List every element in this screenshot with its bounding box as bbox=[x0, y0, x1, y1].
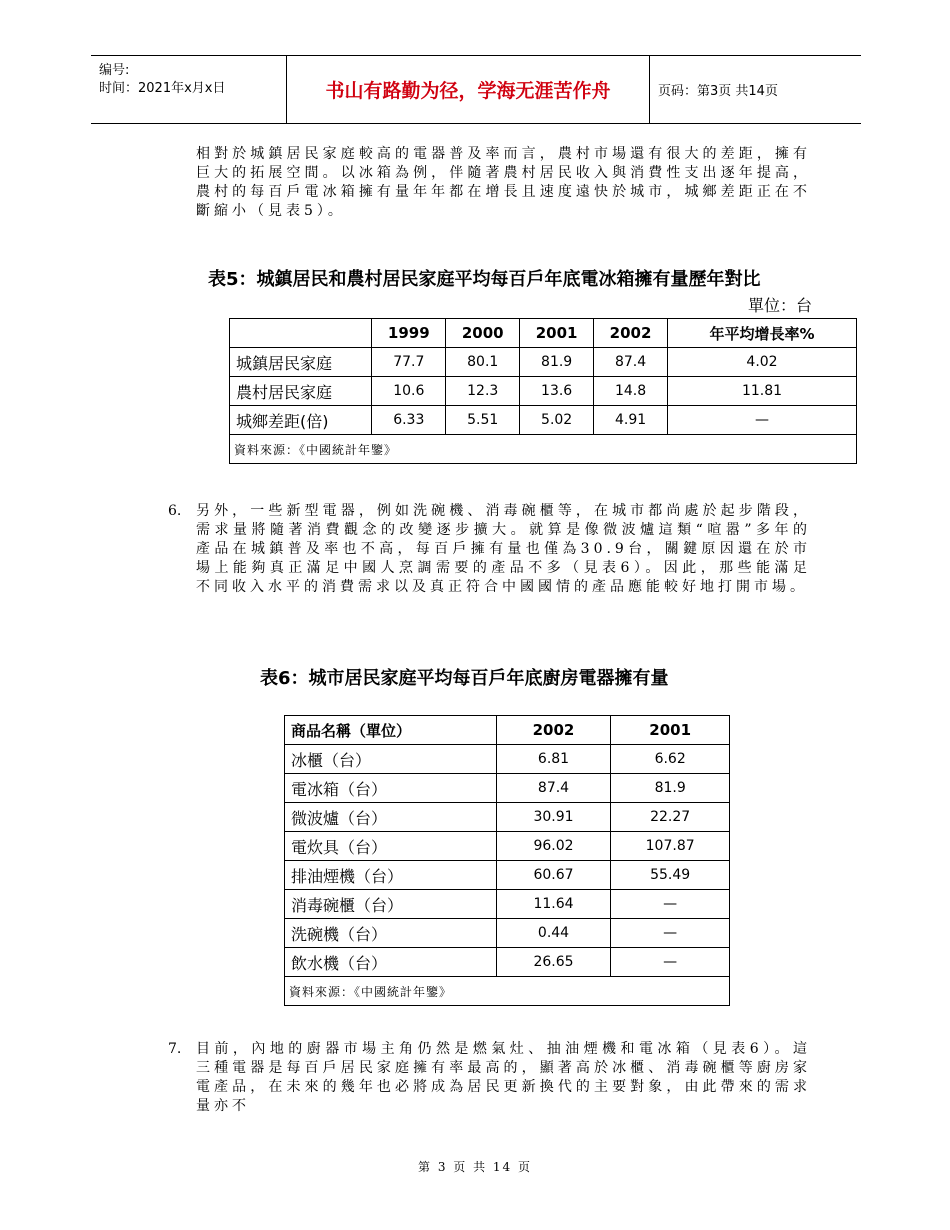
table-cell: 消毒碗櫃（台） bbox=[285, 890, 497, 919]
table-source-note: 資料來源：《中國統計年鑒》 bbox=[230, 435, 857, 464]
table-cell: 城鄉差距(倍) bbox=[230, 406, 372, 435]
table6 bbox=[284, 715, 730, 1006]
paragraph-7: 目前，內地的廚器市場主角仍然是燃氣灶、抽油煙機和電冰箱（見表6）。這三種電器是每百戶居民家庭擁有率最高的，顯著高於冰櫃、消毒碗櫃等廚房家電產品，在未來的幾年也必將成為居民更新換代的主要對象，由此帶來的需求量亦不 bbox=[196, 1041, 811, 1114]
table-cell bbox=[230, 319, 372, 348]
table-cell: 81.9 bbox=[611, 774, 730, 803]
table-cell: 冰櫃（台） bbox=[285, 745, 497, 774]
table-cell: 2002 bbox=[496, 716, 611, 745]
table-cell: 107.87 bbox=[611, 832, 730, 861]
table-cell: 飲水機（台） bbox=[285, 948, 497, 977]
doc-time-label: 时间：2021年x月x日 bbox=[99, 81, 226, 96]
table-cell: 電炊具（台） bbox=[285, 832, 497, 861]
paragraph-6: 另外，一些新型電器，例如洗碗機、消毒碗櫃等，在城市都尚處於起步階段，需求量將隨著消費觀念的改變逐步擴大。就算是像微波爐這類“喧嚣”多年的產品在城鎮普及率也不高，每百戶擁有量也僅為30.9台，關鍵原因還在於市場上能夠真正滿足中國人烹調需要的產品不多（見表6）。因此，那些能滿足不同收入水平的消費需求以及真正符合中國國情的產品應能較好地打開市場。 bbox=[196, 503, 811, 595]
page-footer: 第 3 页 共 14 页 bbox=[418, 1160, 532, 1174]
table-cell: 電冰箱（台） bbox=[285, 774, 497, 803]
table5 bbox=[229, 318, 857, 464]
table-cell: 14.8 bbox=[594, 377, 668, 406]
table-cell: 5.02 bbox=[520, 406, 594, 435]
header-meta bbox=[99, 62, 225, 98]
table-cell: 2002 bbox=[594, 319, 668, 348]
table-cell: 商品名稱（單位） bbox=[285, 716, 497, 745]
paragraph6-number: 6. bbox=[168, 503, 182, 519]
table-cell: 微波爐（台） bbox=[285, 803, 497, 832]
table-cell: 55.49 bbox=[611, 861, 730, 890]
table-cell: 農村居民家庭 bbox=[230, 377, 372, 406]
table-cell: 10.6 bbox=[372, 377, 446, 406]
header-motto: 书山有路勤为径，学海无涯苦作舟 bbox=[286, 56, 650, 123]
table-header-row bbox=[230, 319, 857, 348]
table-cell: 2001 bbox=[611, 716, 730, 745]
table-cell: 81.9 bbox=[520, 348, 594, 377]
table-cell: 4.02 bbox=[668, 348, 857, 377]
table-cell: 77.7 bbox=[372, 348, 446, 377]
table-cell: 87.4 bbox=[496, 774, 611, 803]
table-cell: 11.64 bbox=[496, 890, 611, 919]
table-cell: 30.91 bbox=[496, 803, 611, 832]
table-header-row bbox=[285, 716, 730, 745]
table-cell: — bbox=[668, 406, 857, 435]
table-cell: — bbox=[611, 919, 730, 948]
table-row bbox=[285, 890, 730, 919]
table-cell: 26.65 bbox=[496, 948, 611, 977]
table-cell: 4.91 bbox=[594, 406, 668, 435]
doc-code-label: 编号: bbox=[99, 63, 130, 78]
header-page-info: 页码：第3页 共14页 bbox=[658, 84, 778, 99]
table-cell: 13.6 bbox=[520, 377, 594, 406]
table-cell: 年平均增長率% bbox=[668, 319, 857, 348]
table-row bbox=[285, 919, 730, 948]
table6-title: 表6：城市居民家庭平均每百戶年底廚房電器擁有量 bbox=[260, 668, 669, 689]
table-cell: — bbox=[611, 890, 730, 919]
table-source-row bbox=[285, 977, 730, 1006]
paragraph-intro: 相對於城鎮居民家庭較高的電器普及率而言，農村市場還有很大的差距，擁有巨大的拓展空間。以冰箱為例，伴隨著農村居民收入與消費性支出逐年提高，農村的每百戶電冰箱擁有量年年都在增長且速度遠快於城市，城鄉差距正在不斷縮小（見表5）。 bbox=[196, 146, 811, 219]
table-cell: 6.62 bbox=[611, 745, 730, 774]
table-cell: 80.1 bbox=[446, 348, 520, 377]
table-cell: 96.02 bbox=[496, 832, 611, 861]
table5-title: 表5：城鎮居民和農村居民家庭平均每百戶年底電冰箱擁有量歷年對比 bbox=[208, 269, 761, 290]
table-cell: 5.51 bbox=[446, 406, 520, 435]
table-row bbox=[285, 774, 730, 803]
table-cell: 2001 bbox=[520, 319, 594, 348]
table-cell: — bbox=[611, 948, 730, 977]
table-cell: 1999 bbox=[372, 319, 446, 348]
table-source-row bbox=[230, 435, 857, 464]
table-cell: 洗碗機（台） bbox=[285, 919, 497, 948]
table-row bbox=[285, 948, 730, 977]
paragraph7-number: 7. bbox=[168, 1041, 182, 1057]
table5-unit: 單位：台 bbox=[748, 296, 813, 315]
table-cell: 22.27 bbox=[611, 803, 730, 832]
table-cell: 12.3 bbox=[446, 377, 520, 406]
table-row bbox=[230, 406, 857, 435]
table-cell: 2000 bbox=[446, 319, 520, 348]
table-cell: 城鎮居民家庭 bbox=[230, 348, 372, 377]
table-cell: 0.44 bbox=[496, 919, 611, 948]
table-cell: 87.4 bbox=[594, 348, 668, 377]
table-row bbox=[230, 348, 857, 377]
table-row bbox=[285, 861, 730, 890]
table-source-note: 資料來源：《中國統計年鑒》 bbox=[285, 977, 730, 1006]
table-cell: 排油煙機（台） bbox=[285, 861, 497, 890]
table-cell: 60.67 bbox=[496, 861, 611, 890]
table-cell: 6.81 bbox=[496, 745, 611, 774]
table-cell: 11.81 bbox=[668, 377, 857, 406]
page-header bbox=[91, 55, 861, 124]
table-row bbox=[230, 377, 857, 406]
table-row bbox=[285, 832, 730, 861]
table-row bbox=[285, 745, 730, 774]
table-row bbox=[285, 803, 730, 832]
table-cell: 6.33 bbox=[372, 406, 446, 435]
